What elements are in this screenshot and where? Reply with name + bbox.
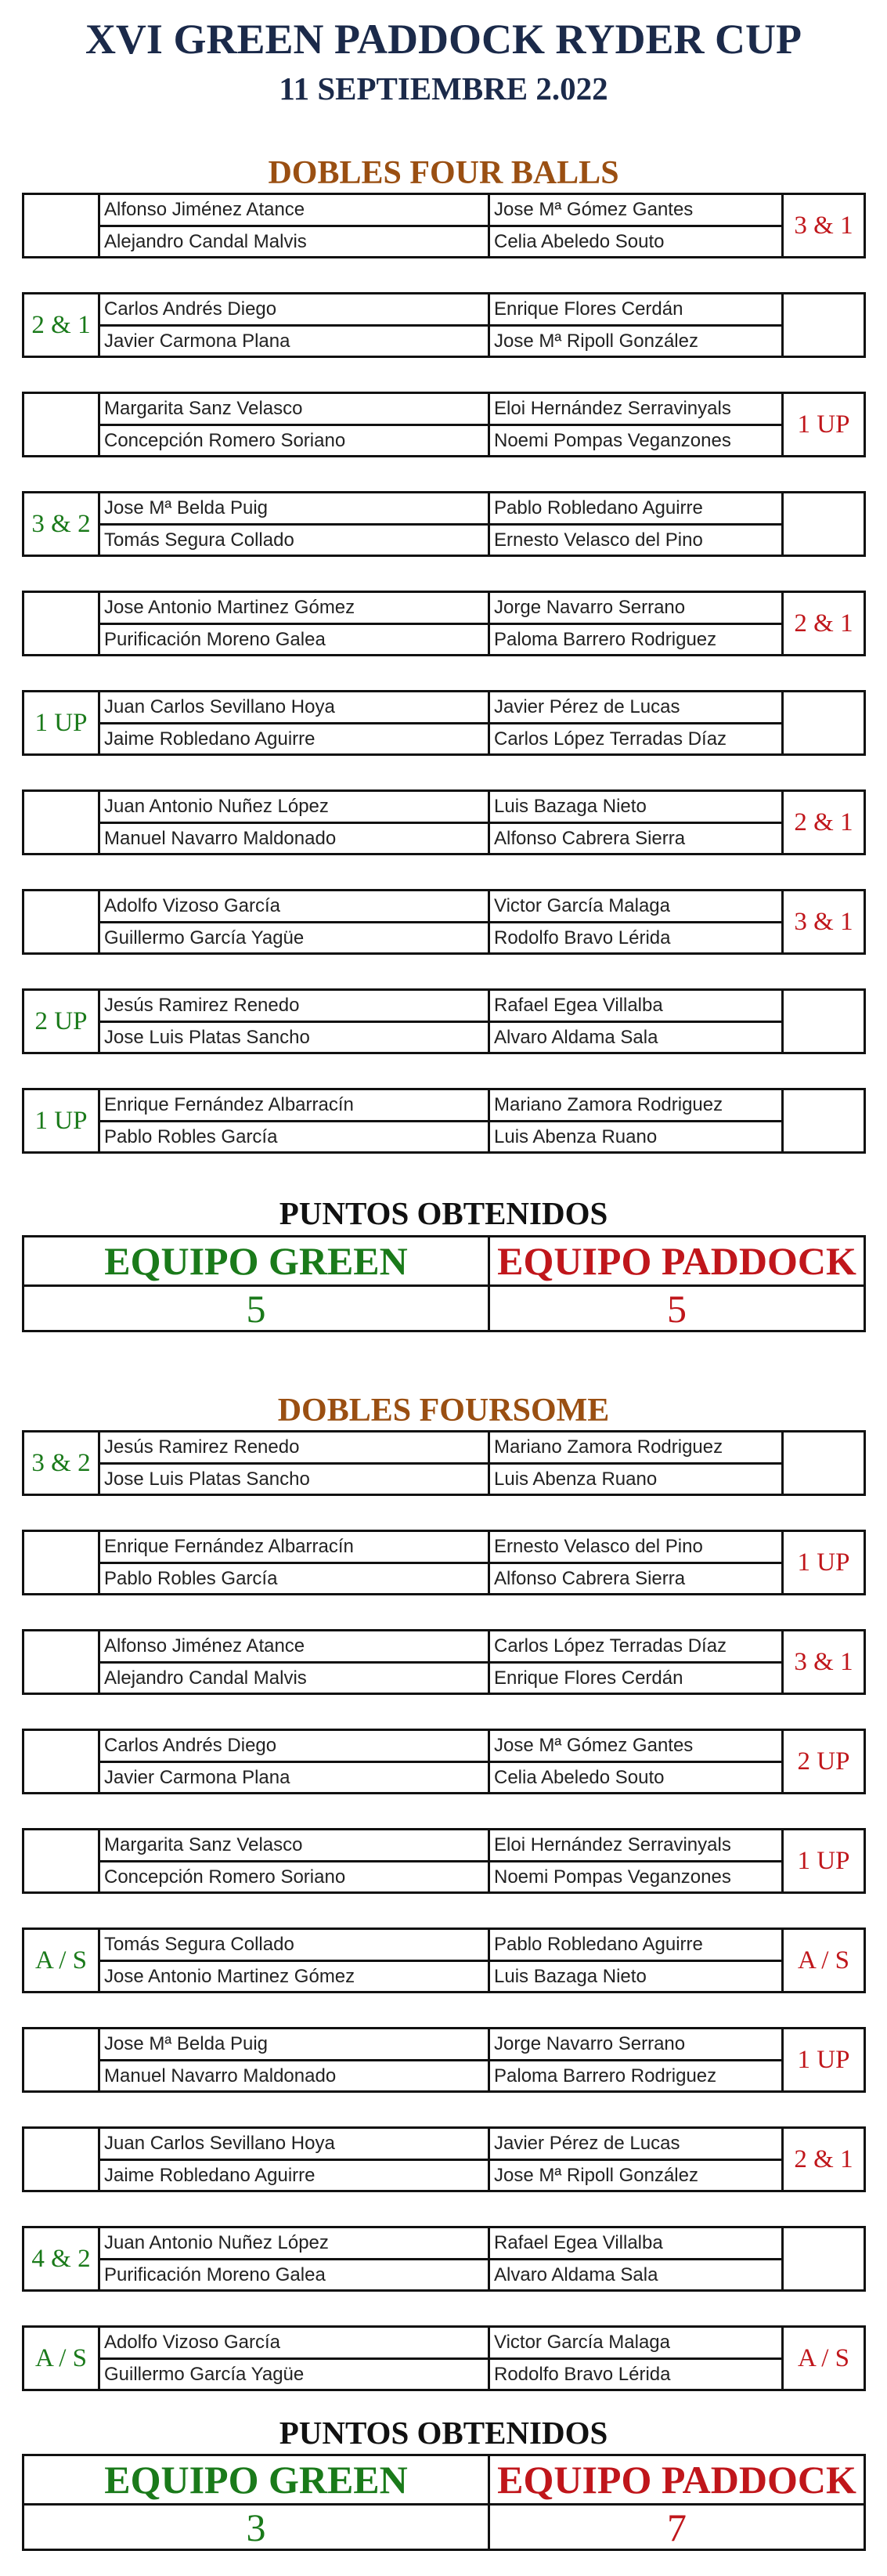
paddock-player-name: Rodolfo Bravo Lérida	[494, 2364, 671, 2385]
paddock-player-name: Mariano Zamora Rodriguez	[494, 1094, 723, 1115]
paddock-player-name: Alvaro Aldama Sala	[494, 1027, 658, 1048]
paddock-player-name: Alfonso Cabrera Sierra	[494, 828, 686, 849]
green-match-result	[24, 2129, 98, 2190]
green-player-name: Carlos Andrés Diego	[104, 1735, 277, 1756]
paddock-player-name: Carlos López Terradas Díaz	[494, 1635, 727, 1657]
green-player-name: Purificación Moreno Galea	[104, 2264, 326, 2285]
paddock-player-name: Jose Mª Ripoll González	[494, 2165, 698, 2186]
green-player-name: Adolfo Vizoso García	[104, 2332, 281, 2353]
paddock-match-result: 2 UP	[797, 1747, 850, 1776]
points-heading: PUNTOS OBTENIDOS	[279, 1195, 608, 1231]
paddock-match-result: 2 & 1	[794, 2144, 853, 2173]
paddock-match-result: A / S	[797, 2343, 850, 2372]
match-row	[22, 1530, 866, 1595]
green-player-name: Pablo Robles García	[104, 1126, 278, 1147]
green-player-name: Enrique Fernández Albarracín	[104, 1094, 354, 1115]
green-player-name: Alfonso Jiménez Atance	[104, 1635, 305, 1657]
match-row	[22, 2027, 866, 2093]
paddock-player-name: Paloma Barrero Rodriguez	[494, 2065, 717, 2086]
paddock-match-result	[784, 991, 864, 1052]
green-match-result: 1 UP	[34, 1106, 88, 1135]
green-player-name: Alejandro Candal Malvis	[104, 1667, 307, 1689]
green-match-result	[24, 1532, 98, 1593]
green-match-result	[24, 195, 98, 256]
paddock-player-name: Carlos López Terradas Díaz	[494, 728, 727, 750]
match-row	[22, 1729, 866, 1794]
paddock-match-result: 3 & 1	[794, 211, 853, 240]
green-match-result	[24, 891, 98, 952]
green-player-name: Purificación Moreno Galea	[104, 629, 326, 650]
team-paddock-points: 7	[667, 2505, 687, 2549]
paddock-player-name: Rodolfo Bravo Lérida	[494, 927, 671, 948]
team-green-points: 5	[246, 1286, 266, 1331]
green-player-name: Concepción Romero Soriano	[104, 1866, 346, 1888]
paddock-player-name: Jorge Navarro Serrano	[494, 597, 686, 618]
match-row	[22, 1088, 866, 1154]
team-paddock-header: EQUIPO PADDOCK	[497, 2458, 856, 2502]
paddock-player-name: Victor García Malaga	[494, 895, 670, 916]
green-match-result	[24, 1830, 98, 1891]
match-row	[22, 889, 866, 955]
team-green-points: 3	[246, 2505, 266, 2549]
points-table	[22, 2454, 866, 2551]
green-match-result: 1 UP	[34, 708, 88, 737]
team-paddock-header: EQUIPO PADDOCK	[497, 1239, 856, 1283]
paddock-player-name: Noemi Pompas Veganzones	[494, 430, 731, 451]
paddock-player-name: Eloi Hernández Serravinyals	[494, 1834, 731, 1855]
paddock-match-result: 3 & 1	[794, 1647, 853, 1676]
green-player-name: Jose Luis Platas Sancho	[104, 1469, 310, 1490]
green-match-result	[24, 394, 98, 455]
paddock-player-name: Celia Abeledo Souto	[494, 1767, 665, 1788]
points-table	[22, 1235, 866, 1332]
match-row	[22, 1430, 866, 1496]
paddock-match-result	[784, 692, 864, 753]
paddock-match-result: 1 UP	[797, 1846, 850, 1875]
match-row	[22, 2126, 866, 2192]
green-player-name: Margarita Sanz Velasco	[104, 398, 303, 419]
green-player-name: Alejandro Candal Malvis	[104, 231, 307, 252]
green-player-name: Juan Carlos Sevillano Hoya	[104, 2133, 335, 2154]
green-player-name: Jose Mª Belda Puig	[104, 497, 268, 518]
green-player-name: Jesús Ramirez Renedo	[104, 1436, 300, 1458]
team-paddock-points: 5	[667, 1286, 687, 1331]
paddock-match-result	[784, 2228, 864, 2289]
paddock-player-name: Ernesto Velasco del Pino	[494, 1536, 703, 1557]
event-date: 11 SEPTIEMBRE 2.022	[279, 70, 608, 107]
paddock-match-result: 1 UP	[797, 1548, 850, 1577]
match-row	[22, 1927, 866, 1993]
match-row	[22, 392, 866, 457]
paddock-player-name: Victor García Malaga	[494, 2332, 670, 2353]
paddock-match-result: 2 & 1	[794, 609, 853, 638]
green-match-result	[24, 2029, 98, 2090]
paddock-match-result	[784, 1090, 864, 1151]
section-title: DOBLES FOURSOME	[277, 1393, 610, 1429]
match-row	[22, 292, 866, 358]
paddock-player-name: Luis Bazaga Nieto	[494, 796, 647, 817]
paddock-player-name: Noemi Pompas Veganzones	[494, 1866, 731, 1888]
green-player-name: Juan Antonio Nuñez López	[104, 796, 329, 817]
match-row	[22, 591, 866, 656]
points-row-divider	[24, 2503, 864, 2506]
green-player-name: Tomás Segura Collado	[104, 1934, 294, 1955]
green-player-name: Jose Antonio Martinez Gómez	[104, 1966, 355, 1987]
green-match-result: 3 & 2	[31, 1448, 91, 1477]
paddock-player-name: Rafael Egea Villalba	[494, 2232, 663, 2253]
match-row	[22, 988, 866, 1054]
paddock-player-name: Luis Abenza Ruano	[494, 1469, 658, 1490]
green-player-name: Jose Luis Platas Sancho	[104, 1027, 310, 1048]
paddock-match-result: A / S	[797, 1946, 850, 1974]
green-player-name: Manuel Navarro Maldonado	[104, 2065, 337, 2086]
green-player-name: Javier Carmona Plana	[104, 1767, 290, 1788]
green-match-result	[24, 1631, 98, 1693]
paddock-match-result: 3 & 1	[794, 907, 853, 936]
match-row	[22, 491, 866, 557]
match-row	[22, 2226, 866, 2292]
green-player-name: Alfonso Jiménez Atance	[104, 199, 305, 220]
green-match-result: A / S	[34, 2343, 88, 2372]
paddock-match-result: 2 & 1	[794, 807, 853, 836]
green-player-name: Margarita Sanz Velasco	[104, 1834, 303, 1855]
green-player-name: Tomás Segura Collado	[104, 529, 294, 551]
green-player-name: Juan Antonio Nuñez López	[104, 2232, 329, 2253]
green-match-result: 3 & 2	[31, 509, 91, 538]
green-player-name: Jesús Ramirez Renedo	[104, 995, 300, 1016]
paddock-player-name: Ernesto Velasco del Pino	[494, 529, 703, 551]
green-player-name: Jose Antonio Martinez Gómez	[104, 597, 355, 618]
paddock-player-name: Alvaro Aldama Sala	[494, 2264, 658, 2285]
green-match-result	[24, 593, 98, 654]
points-heading: PUNTOS OBTENIDOS	[279, 2415, 608, 2451]
paddock-player-name: Luis Bazaga Nieto	[494, 1966, 647, 1987]
green-player-name: Pablo Robles García	[104, 1568, 278, 1589]
green-player-name: Juan Carlos Sevillano Hoya	[104, 696, 335, 717]
green-player-name: Carlos Andrés Diego	[104, 298, 277, 320]
paddock-player-name: Celia Abeledo Souto	[494, 231, 665, 252]
green-player-name: Concepción Romero Soriano	[104, 430, 346, 451]
paddock-player-name: Javier Pérez de Lucas	[494, 2133, 680, 2154]
green-match-result: 2 UP	[34, 1006, 88, 1035]
points-divider	[488, 1237, 490, 1330]
paddock-player-name: Jose Mª Gómez Gantes	[494, 199, 694, 220]
team-green-header: EQUIPO GREEN	[104, 2458, 408, 2502]
green-player-name: Jaime Robledano Aguirre	[104, 2165, 315, 2186]
paddock-player-name: Alfonso Cabrera Sierra	[494, 1568, 686, 1589]
paddock-player-name: Enrique Flores Cerdán	[494, 1667, 683, 1689]
green-match-result	[24, 792, 98, 853]
page-title: XVI GREEN PADDOCK RYDER CUP	[85, 16, 802, 63]
paddock-player-name: Jose Mª Gómez Gantes	[494, 1735, 694, 1756]
paddock-player-name: Jorge Navarro Serrano	[494, 2033, 686, 2054]
team-green-header: EQUIPO GREEN	[104, 1239, 408, 1283]
green-player-name: Guillermo García Yagüe	[104, 2364, 305, 2385]
paddock-player-name: Pablo Robledano Aguirre	[494, 1934, 703, 1955]
green-player-name: Javier Carmona Plana	[104, 331, 290, 352]
green-player-name: Jaime Robledano Aguirre	[104, 728, 315, 750]
paddock-player-name: Javier Pérez de Lucas	[494, 696, 680, 717]
paddock-player-name: Pablo Robledano Aguirre	[494, 497, 703, 518]
green-player-name: Manuel Navarro Maldonado	[104, 828, 337, 849]
green-player-name: Adolfo Vizoso García	[104, 895, 281, 916]
paddock-player-name: Rafael Egea Villalba	[494, 995, 663, 1016]
green-player-name: Jose Mª Belda Puig	[104, 2033, 268, 2054]
green-match-result: A / S	[34, 1946, 88, 1974]
paddock-player-name: Eloi Hernández Serravinyals	[494, 398, 731, 419]
paddock-match-result	[784, 1433, 864, 1494]
paddock-player-name: Jose Mª Ripoll González	[494, 331, 698, 352]
green-player-name: Guillermo García Yagüe	[104, 927, 305, 948]
match-row	[22, 2325, 866, 2391]
paddock-match-result	[784, 294, 864, 356]
section-title: DOBLES FOUR BALLS	[268, 155, 619, 191]
points-row-divider	[24, 1284, 864, 1287]
points-divider	[488, 2456, 490, 2549]
paddock-match-result: 1 UP	[797, 2045, 850, 2074]
paddock-match-result: 1 UP	[797, 410, 850, 439]
match-row	[22, 1828, 866, 1894]
paddock-player-name: Enrique Flores Cerdán	[494, 298, 683, 320]
match-row	[22, 690, 866, 756]
paddock-player-name: Paloma Barrero Rodriguez	[494, 629, 717, 650]
match-row	[22, 789, 866, 855]
green-player-name: Enrique Fernández Albarracín	[104, 1536, 354, 1557]
green-match-result: 4 & 2	[31, 2244, 91, 2273]
paddock-player-name: Luis Abenza Ruano	[494, 1126, 658, 1147]
match-row	[22, 1629, 866, 1695]
paddock-player-name: Mariano Zamora Rodriguez	[494, 1436, 723, 1458]
paddock-match-result	[784, 493, 864, 555]
match-row	[22, 193, 866, 258]
green-match-result: 2 & 1	[31, 310, 91, 339]
green-match-result	[24, 1731, 98, 1792]
